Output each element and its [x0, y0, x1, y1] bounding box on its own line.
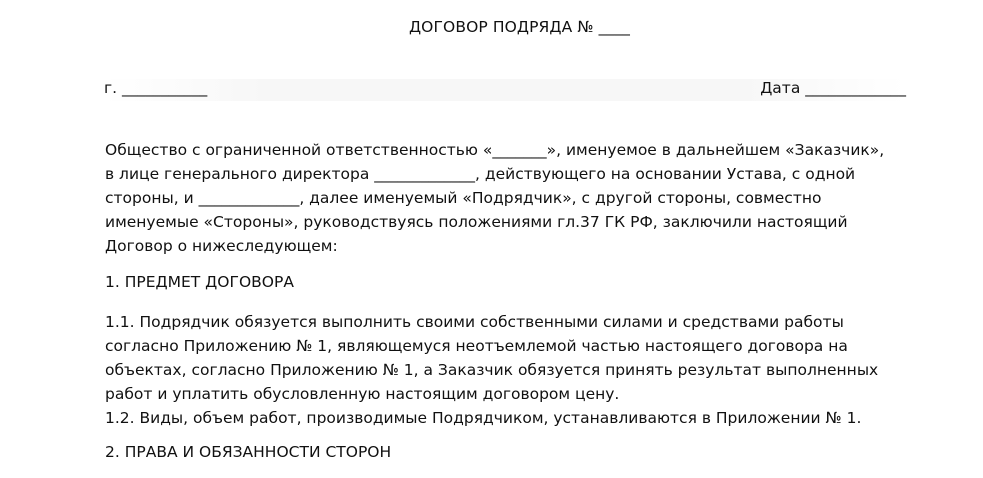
preamble-line: Общество с ограниченной ответственностью «_______», именуемое в дальнейшем «Заказчик», [105, 141, 885, 159]
city-field: г. ___________ [104, 79, 208, 97]
preamble-line: именуемые «Стороны», руководствуясь положениями гл.37 ГК РФ, заключили настоящий [105, 213, 848, 231]
clause-line: согласно Приложению № 1, являющемуся неотъемлемой частью настоящего договора на [105, 337, 848, 355]
clause-line: объектах, согласно Приложению № 1, а Заказчик обязуется принять результат выполненных [105, 361, 879, 379]
place-date-row [104, 79, 906, 101]
section-heading-2: 2. ПРАВА И ОБЯЗАННОСТИ СТОРОН [105, 443, 392, 461]
clause-line: работ и уплатить обусловленную настоящим договором цену. [105, 385, 620, 403]
clause-1-2 [105, 406, 925, 430]
clause-1-1 [105, 310, 925, 406]
clause-line: 1.2. Виды, объем работ, производимые Подрядчиком, устанавливаются в Приложении № 1. [105, 409, 862, 427]
date-field: Дата _____________ [760, 79, 906, 97]
section-heading-1: 1. ПРЕДМЕТ ДОГОВОРА [105, 273, 294, 291]
preamble-line: стороны, и _____________, далее именуемый «Подрядчик», с другой стороны, совместно [105, 189, 822, 207]
preamble-line: Договор о нижеследующем: [105, 237, 338, 255]
preamble-line: в лице генерального директора _____________, действующего на основании Устава, с одной [105, 165, 856, 183]
document-title: ДОГОВОР ПОДРЯДА № ____ [408, 18, 631, 36]
preamble-paragraph [105, 138, 925, 258]
clause-line: 1.1. Подрядчик обязуется выполнить своими собственными силами и средствами работы [105, 313, 844, 331]
